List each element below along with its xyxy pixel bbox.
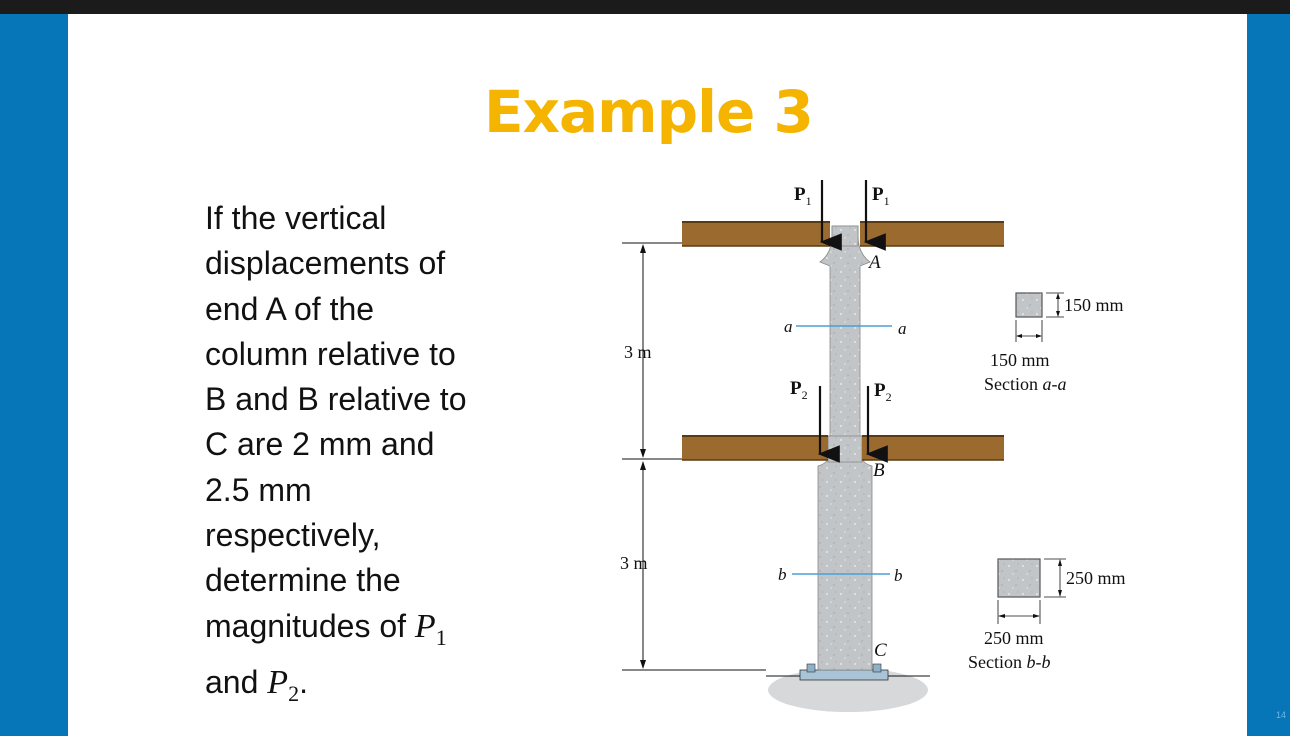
section-bb-height-label: 250 mm — [1066, 568, 1126, 588]
problem-line: respectively, — [205, 517, 381, 554]
section-aa-caption: Section a-a — [984, 374, 1067, 394]
section-aa-width-label: 150 mm — [990, 350, 1050, 370]
problem-line — [205, 660, 535, 716]
mid-beam-right — [862, 436, 1004, 460]
section-mark-a-right: a — [898, 319, 907, 338]
section-aa-square — [1016, 293, 1042, 317]
anchor-bolt — [873, 664, 881, 672]
point-label-b: B — [873, 460, 885, 481]
window-top-bar — [0, 0, 1290, 14]
column-upper — [820, 226, 870, 460]
section-bb-square — [998, 559, 1040, 597]
problem-line: determine the — [205, 562, 401, 599]
slide-frame-right — [1247, 14, 1290, 736]
section-bb-caption: Section b-b — [968, 652, 1051, 672]
section-mark-b-left: b — [778, 565, 787, 584]
problem-line — [205, 604, 535, 660]
section-bb-width-label: 250 mm — [984, 628, 1044, 648]
section-mark-b-right: b — [894, 566, 903, 585]
variable-p1: $P_1$ — [414, 607, 447, 650]
problem-line: column relative to — [205, 335, 456, 372]
point-label-c: C — [874, 640, 887, 661]
top-beam-left — [682, 222, 830, 246]
dimension-label-upper: 3 m — [624, 342, 652, 362]
slide-number: 14 — [1276, 710, 1287, 720]
load-label-p1-right: $P_1$ — [872, 184, 890, 208]
load-label-p2-right: $P_2$ — [874, 380, 892, 404]
dimension-label-lower: 3 m — [620, 553, 648, 573]
column-diagram — [600, 170, 1180, 730]
problem-line: B and B relative to — [205, 381, 467, 418]
column-lower — [818, 454, 872, 670]
problem-line: end A of the — [205, 290, 375, 327]
slide-title: Example 3 — [484, 78, 813, 146]
problem-line: If the vertical — [205, 200, 387, 236]
problem-text: and — [205, 663, 268, 700]
problem-statement — [205, 196, 535, 716]
load-label-p2-left: $P_2$ — [790, 378, 808, 402]
problem-text: magnitudes of — [205, 607, 415, 644]
top-beam-right — [860, 222, 1004, 246]
period: . — [299, 663, 308, 700]
anchor-bolt — [807, 664, 815, 672]
section-aa-height-label: 150 mm — [1064, 295, 1124, 315]
slide-frame-left — [0, 14, 68, 736]
load-label-p1-left: $P_1$ — [794, 184, 812, 208]
problem-line: C are 2 mm and — [205, 426, 435, 463]
mid-beam-left — [682, 436, 828, 460]
column-top-stub — [832, 226, 858, 246]
problem-line: displacements of — [205, 245, 446, 282]
problem-line: 2.5 mm — [205, 471, 312, 508]
point-label-a: A — [869, 252, 881, 273]
section-mark-a-left: a — [784, 317, 793, 336]
column-mid-stub — [828, 436, 862, 462]
variable-p2: $P_2$ — [267, 663, 300, 706]
